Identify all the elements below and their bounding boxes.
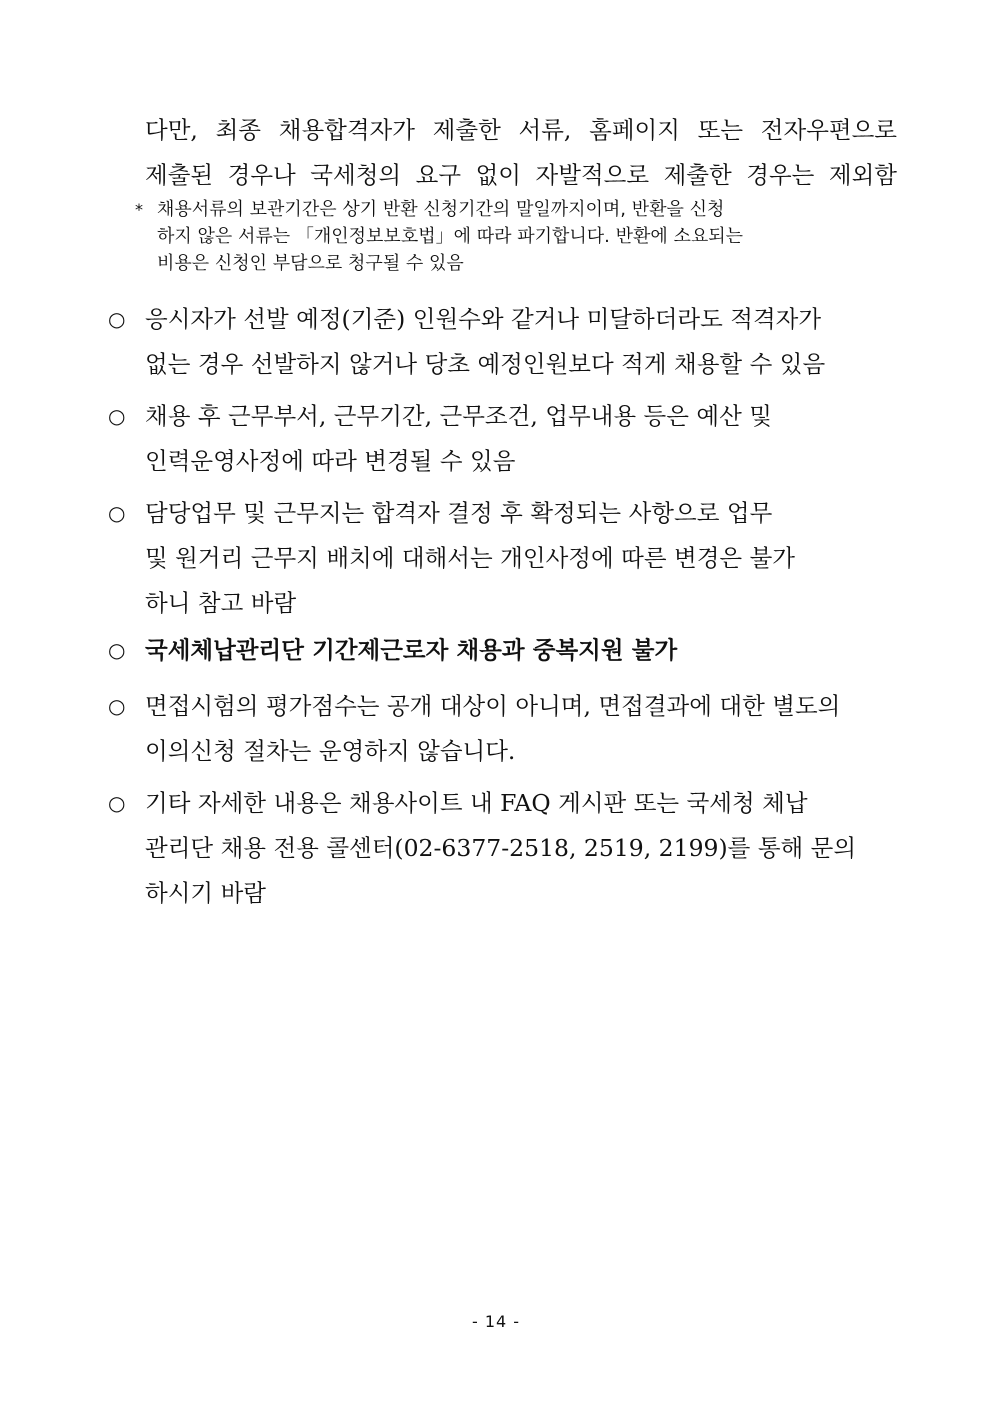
bullet-line: 이의신청 절차는 운영하지 않습니다. [145, 737, 516, 765]
footnote-block [135, 196, 897, 277]
circle-bullet-icon: ○ [108, 501, 126, 525]
bullet-line: 기타 자세한 내용은 채용사이트 내 FAQ 게시판 또는 국세청 체납 [145, 789, 808, 817]
bullet-text [145, 781, 898, 916]
bullet-line: 국세체납관리단 기간제근로자 채용과 중복지원 불가 [145, 636, 678, 664]
circle-bullet-icon: ○ [108, 404, 126, 428]
bullet-line: 면접시험의 평가점수는 공개 대상이 아니며, 면접결과에 대한 별도의 [145, 692, 841, 720]
circle-bullet-icon: ○ [108, 307, 126, 331]
bullet-line: 채용 후 근무부서, 근무기간, 근무조건, 업무내용 등은 예산 및 [145, 402, 772, 430]
bullet-line: 응시자가 선발 예정(기준) 인원수와 같거나 미달하더라도 적격자가 [145, 305, 822, 333]
footnote-line: 채용서류의 보관기간은 상기 반환 신청기간의 말일까지이며, 반환을 신청 [157, 199, 725, 220]
footnote-line: 비용은 신청인 부담으로 청구될 수 있음 [157, 253, 464, 274]
bullet-text [145, 394, 898, 484]
bullet-item-work-location [108, 491, 898, 626]
footnote-line: 하지 않은 서류는 「개인정보보호법」에 따라 파기합니다. 반환에 소요되는 [157, 226, 744, 247]
page-number: - 14 - [471, 1312, 521, 1331]
circle-bullet-icon: ○ [108, 791, 126, 815]
asterisk-marker: * [135, 200, 143, 219]
intro-line: 다만, 최종 채용합격자가 제출한 서류, 홈페이지 또는 전자우편으로 [145, 116, 897, 144]
bullet-line: 없는 경우 선발하지 않거나 당초 예정인원보다 적게 채용할 수 있음 [145, 350, 826, 378]
bullet-line: 관리단 채용 전용 콜센터(02-6377-2518, 2519, 2199)를 통해 문의 [145, 834, 857, 862]
bullet-line: 하니 참고 바람 [145, 589, 297, 617]
intro-paragraph [145, 108, 897, 198]
intro-line: 제출된 경우나 국세청의 요구 없이 자발적으로 제출한 경우는 제외함 [145, 161, 897, 189]
bullet-text [145, 297, 898, 387]
bullet-line: 인력운영사정에 따라 변경될 수 있음 [145, 447, 516, 475]
bullet-line: 하시기 바람 [145, 879, 266, 907]
bullet-item-contact-info [108, 781, 898, 916]
bullet-item-work-conditions [108, 394, 898, 484]
bullet-item-selection-quota [108, 297, 898, 387]
bullet-text [145, 491, 898, 626]
bullet-item-interview-score [108, 684, 898, 774]
bullet-line: 담당업무 및 근무지는 합격자 결정 후 확정되는 사항으로 업무 [145, 499, 773, 527]
bullet-item-duplicate-application [108, 628, 898, 673]
bullet-text [145, 628, 898, 673]
bullet-line: 및 원거리 근무지 배치에 대해서는 개인사정에 따른 변경은 불가 [145, 544, 795, 572]
bullet-text [145, 684, 898, 774]
circle-bullet-icon: ○ [108, 694, 126, 718]
circle-bullet-icon: ○ [108, 638, 126, 662]
